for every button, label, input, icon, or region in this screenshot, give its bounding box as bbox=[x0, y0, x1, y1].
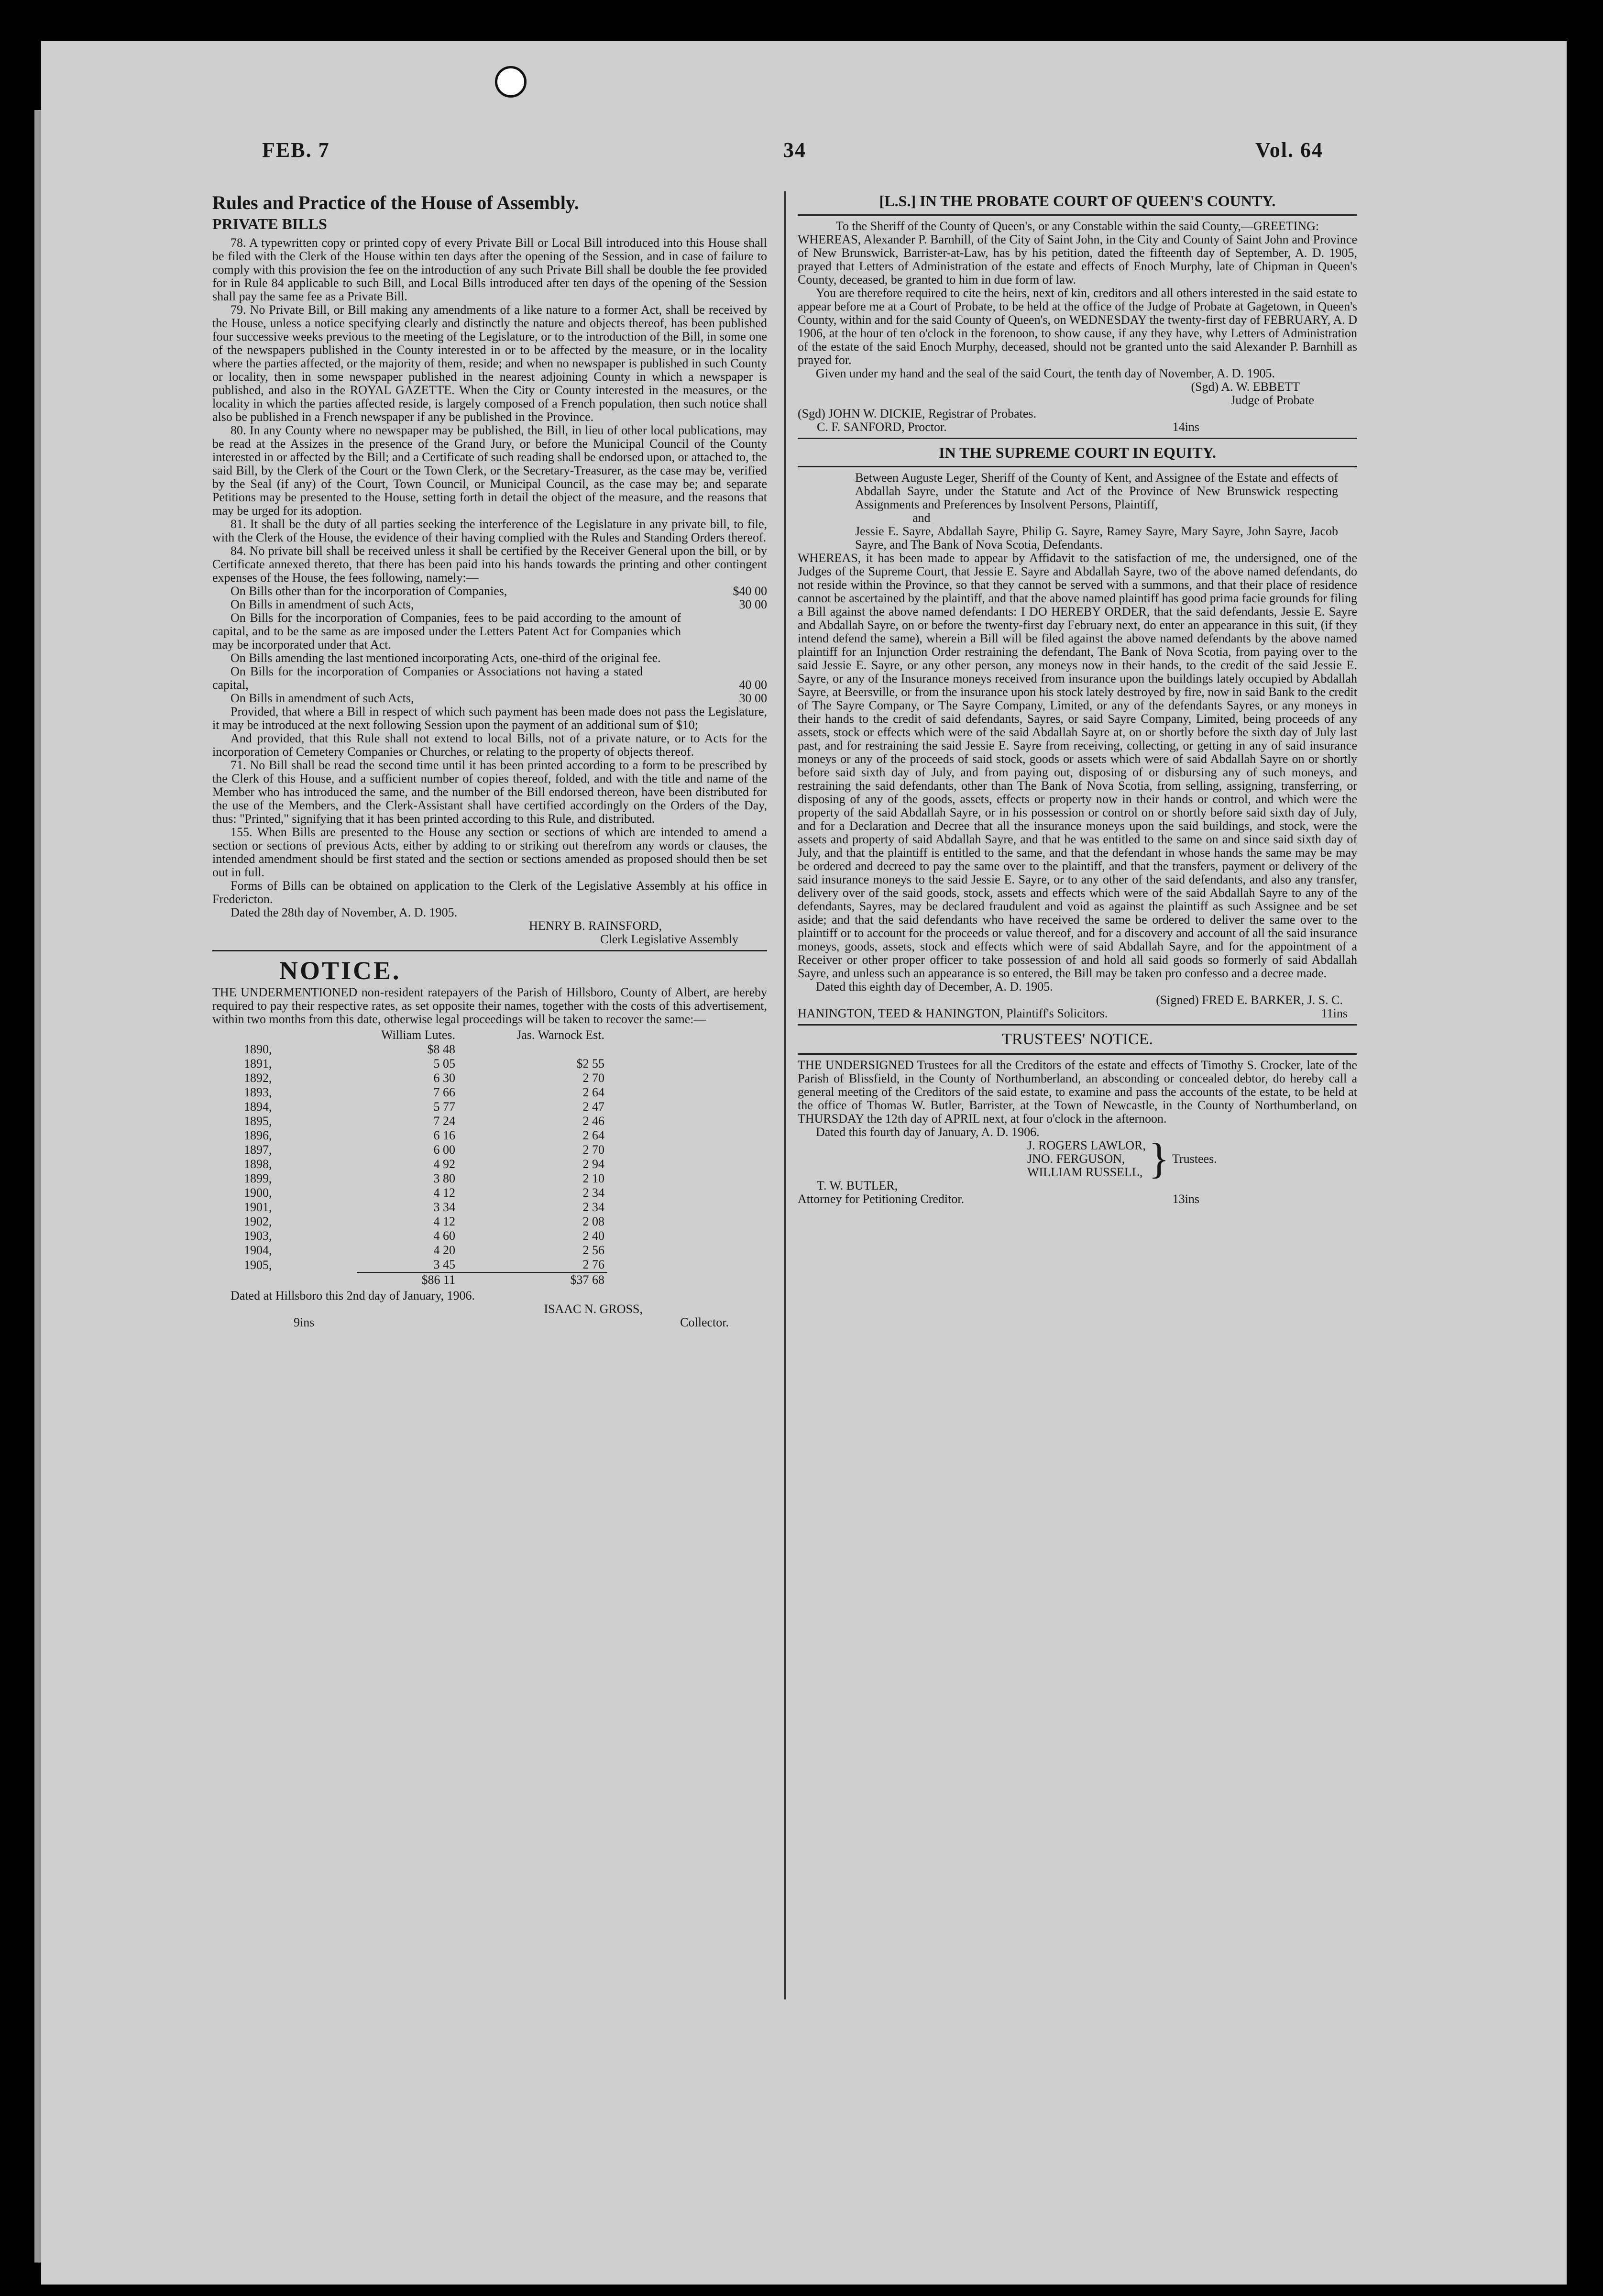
year-cell: 1899, bbox=[244, 1171, 272, 1185]
rates-row bbox=[241, 1057, 607, 1071]
clerk-name: HENRY B. RAINSFORD, bbox=[529, 919, 662, 933]
probate-judge-signature: (Sgd) A. W. EBBETT bbox=[1191, 380, 1300, 394]
rates-table bbox=[241, 1028, 607, 1287]
year-cell: 1890, bbox=[244, 1042, 272, 1056]
year-cell: 1900, bbox=[244, 1186, 272, 1200]
warnock-value: 2 08 bbox=[582, 1214, 604, 1228]
rates-row bbox=[241, 1100, 607, 1114]
fee-value: 40 00 bbox=[739, 678, 767, 692]
warnock-value: 2 70 bbox=[582, 1071, 604, 1085]
equity-and: and bbox=[912, 511, 931, 525]
rates-row bbox=[241, 1258, 607, 1272]
equity-between: Between Auguste Leger, Sheriff of the County of Kent, and Assignee of the Estate and effects of Abdallah Sayre, under the Statute and Act of the Province of New Brunswick respecting Assignments and Preferences by Insolvent Persons, Plaintiff, bbox=[855, 471, 1338, 511]
fee-value: $40 00 bbox=[733, 584, 767, 598]
year-cell: 1893, bbox=[244, 1085, 272, 1099]
rates-row bbox=[241, 1114, 607, 1128]
rule-71: 71. No Bill shall be read the second time until it has been printed according to a form to be prescribed by the Clerk of this House, and a sufficient number of copies thereof, folded, and with the title and name of the Member who has introduced the same, and the number of the Bill endorsed thereon, have been distributed for the use of the Members, and the Clerk-Assistant shall have certified accordingly on the Orders of the Day, thus: "Printed," signifying that it has been printed according to this Rule, and distributed. bbox=[212, 758, 767, 826]
warnock-value: 2 76 bbox=[582, 1258, 604, 1271]
rates-row bbox=[241, 1243, 607, 1258]
collector-name: ISAAC N. GROSS, bbox=[544, 1302, 643, 1316]
fee-label: On Bills other than for the incorporation of Companies, bbox=[231, 584, 507, 598]
lutes-value: 6 16 bbox=[433, 1128, 455, 1142]
rates-row bbox=[241, 1186, 607, 1200]
probate-given: Given under my hand and the seal of the said Court, the tenth day of November, A. D. 1905. bbox=[816, 366, 1275, 380]
proviso: Provided, that where a Bill in respect of which such payment has been made does not pass the Legislature, it may be introduced at the next following Session upon the payment of an additional sum of $10; bbox=[212, 705, 767, 732]
trustees-label: Trustees. bbox=[1172, 1152, 1217, 1166]
year-cell: 1897, bbox=[244, 1143, 272, 1157]
warnock-value: 2 46 bbox=[582, 1114, 604, 1128]
lutes-value: 5 77 bbox=[433, 1100, 455, 1114]
rates-row bbox=[241, 1200, 607, 1214]
header-volume: Vol. 64 bbox=[1255, 138, 1323, 162]
warnock-value: 2 10 bbox=[582, 1171, 604, 1185]
fee-value: 30 00 bbox=[739, 691, 767, 705]
equity-dated: Dated this eighth day of December, A. D. 1905. bbox=[816, 980, 1053, 993]
warnock-value: 2 64 bbox=[582, 1128, 604, 1142]
rule-81: 81. It shall be the duty of all parties seeking the interference of the Legislature in any private bill, to file, with the Clerk of the House, the evidence of their having complied with the Rules and Standing Orders thereof. bbox=[212, 517, 767, 544]
year-cell: 1901, bbox=[244, 1200, 272, 1214]
rates-total-row bbox=[241, 1272, 607, 1287]
warnock-value: 2 56 bbox=[582, 1243, 604, 1257]
fee-label: On Bills in amendment of such Acts, bbox=[231, 597, 414, 611]
trustees-body: THE UNDERSIGNED Trustees for all the Creditors of the estate and effects of Timothy S. Crocker, late of the Parish of Blissfield, in the County of Northumberland, an absconding or concealed debtor, do hereby call a general meeting of the Creditors of the said estate, to examine and pass the accounts of the estate, to be held at the office of Thomas W. Butler, Barrister, at the Town of Newcastle, in the County of Northumberland, on THURSDAY the 12th day of APRIL next, at four o'clock in the afternoon. bbox=[798, 1058, 1357, 1126]
rule-80: 80. In any County where no newspaper may be published, the Bill, in lieu of other local publications, may be read at the Assizes in the presence of the Grand Jury, or before the Municipal Council of the County interested in or affected by the Bill; and a Certificate of such reading shall be endorsed upon, or attached to, the said Bill, by the Clerk of the Court or the Town Clerk, or the Secretary-Treasurer, as the case may be, verified by the Seal (if any) of the Court, Town Council, or Municipal Council, as the case may be; and separate Petitions may be presented to the House, setting forth in detail the object of the measure, and the reasons that may be urged for its adoption. bbox=[212, 423, 767, 518]
lutes-value: 4 12 bbox=[433, 1214, 455, 1228]
rule-79: 79. No Private Bill, or Bill making any amendments of a like nature to a former Act, shall be received by the House, unless a notice specifying clearly and distinctly the nature and objects thereof, has been published four successive weeks previous to the meeting of the Legislature, or to the introduction of the Bill, in some one of the newspapers published in the County interested in or to be affected by the measure, or in the locality where the parties affected, or the majority of them, reside; and when no newspaper is published in such County or locality, then in some newspaper published in the nearest adjoining County in which a newspaper is published, and also in the ROYAL GAZETTE. When the City or County interested in the measures, or the locality in which the parties affected reside, is largely composed of a French population, then such notice shall also be published in a French newspaper if any be published in the Province. bbox=[212, 303, 767, 424]
rates-row bbox=[241, 1071, 607, 1085]
clerk-title: Clerk Legislative Assembly bbox=[600, 932, 738, 946]
lutes-value: 4 60 bbox=[433, 1229, 455, 1243]
proviso: And provided, that this Rule shall not extend to local Bills, not of a private nature, or to Acts for the incorporation of Cemetery Companies or Churches, or relating to the property of objects thereof. bbox=[212, 731, 767, 759]
trustees-title: TRUSTEES' NOTICE. bbox=[1002, 1030, 1153, 1048]
lutes-value: 4 20 bbox=[433, 1243, 455, 1257]
fee-row bbox=[212, 598, 767, 611]
lutes-value: 3 45 bbox=[433, 1258, 455, 1271]
trustees-signatures bbox=[1027, 1135, 1357, 1182]
rules-title: Rules and Practice of the House of Assembly. bbox=[212, 192, 579, 213]
fee-row bbox=[212, 665, 767, 692]
fee-row bbox=[212, 692, 767, 705]
rates-row bbox=[241, 1042, 607, 1057]
warnock-value: 2 34 bbox=[582, 1200, 604, 1214]
rules-dated: Dated the 28th day of November, A. D. 1905. bbox=[231, 905, 458, 919]
attorney-name: T. W. BUTLER, bbox=[817, 1179, 898, 1192]
lutes-value: 6 00 bbox=[433, 1143, 455, 1157]
header-date: FEB. 7 bbox=[262, 138, 330, 162]
rule-78: 78. A typewritten copy or printed copy of every Private Bill or Local Bill introduced into this House shall be filed with the Clerk of the House within ten days after the opening of the Session, and in case of failure to comply with this provision the fee on the introduction of any such Private Bill shall be double the fee provided for in Rule 84 applicable to such Bill, and Local Bills introduced after ten days of the opening of the Session shall pay the same fee as a Private Bill. bbox=[212, 236, 767, 303]
collector-row bbox=[212, 1316, 767, 1329]
rules-subtitle: PRIVATE BILLS bbox=[212, 215, 327, 232]
fee-label: On Bills in amendment of such Acts, bbox=[231, 691, 414, 705]
lutes-value: $8 48 bbox=[427, 1042, 455, 1056]
warnock-value: $2 55 bbox=[576, 1057, 604, 1071]
column-header: William Lutes. bbox=[381, 1028, 455, 1042]
fee-row bbox=[212, 585, 767, 598]
rates-row bbox=[241, 1171, 607, 1186]
year-cell: 1895, bbox=[244, 1114, 272, 1128]
notice-title: NOTICE. bbox=[279, 956, 401, 985]
lutes-value: 6 30 bbox=[433, 1071, 455, 1085]
rates-row bbox=[241, 1214, 607, 1229]
fee-paragraph: On Bills amending the last mentioned incorporating Acts, one-third of the original fee. bbox=[231, 651, 661, 665]
attorney-row bbox=[798, 1192, 1357, 1206]
year-cell: 1903, bbox=[244, 1229, 272, 1243]
equity-solicitors: HANINGTON, TEED & HANINGTON, Plaintiff's Solicitors. bbox=[798, 1006, 1108, 1020]
section-divider bbox=[798, 1024, 1357, 1026]
section-divider bbox=[798, 466, 1357, 467]
total-value: $86 11 bbox=[357, 1272, 458, 1287]
section-divider bbox=[798, 1053, 1357, 1055]
equity-title: IN THE SUPREME COURT IN EQUITY. bbox=[939, 444, 1216, 461]
notice-dated: Dated at Hillsboro this 2nd day of January, 1906. bbox=[231, 1289, 475, 1303]
warnock-value bbox=[458, 1042, 607, 1057]
trustee-name: WILLIAM RUSSELL, bbox=[1027, 1165, 1143, 1179]
equity-defendants: Jessie E. Sayre, Abdallah Sayre, Philip G. Sayre, Ramey Sayre, Mary Sayre, John Sayre, Jacob Sayre, and The Bank of Nova Scotia, Defendants. bbox=[855, 524, 1338, 552]
lutes-value: 5 05 bbox=[433, 1057, 455, 1071]
rates-body bbox=[241, 1042, 607, 1272]
equity-order: WHEREAS, it has been made to appear by Affidavit to the satisfaction of me, the undersigned, one of the Judges of the Supreme Court, that Jessie E. Sayre and Abdallah Sayre, two of the above named defendants, do not reside within the Province, so that they cannot be served with a summons, and that their place of residence cannot be ascertained by the plaintiff, and that the above named plaintiff has good prima facie grounds for filing a Bill against the above named defendants: I DO HEREBY ORDER, that the said defendants, Jessie E. Sayre and Abdallah Sayre, on or before the twenty-first day February next, do enter an appearance in this suit, (if they intend defend the same), wherein a Bill will be filed against the above named defendants by the above named plaintiff for an Injunction Order restraining the defendant, The Bank of Nova Scotia, from paying over to the said Jessie E. Sayre, or any other person, any moneys now in their hands, to the credit of the said Jessie E. Sayre, or any of the Insurance moneys received from insurance upon the buildings lately occupied by Abdallah Sayre, at Beersville, or from the insurance upon his stock lately destroyed by fire, now in said Bank to the credit of The Sayre Company, or The Sayre Company, Limited, or any of the defendants Sayres, or any moneys in their hands to the credit of said defendants, Sayres, or said Sayre Company, Limited, being proceeds of any assets, stock or effects which were of the said Abdallah Sayre at, on or shortly before the sixth day of July last past, and for restraining the said Jessie E. Sayre from receiving, collecting, or getting in any of said insurance moneys or any of the proceeds of said stock, goods or assets which were of said Abdallah Sayre on or shortly before said sixth day of July, and from paying out, disposing of or disbursing any of such moneys, and restraining the said defendants, other than The Bank of Nova Scotia, from selling, assigning, transferring, or disposing of any of the goods, assets, effects or property now in their hands or control, and which were the property of the said Abdallah Sayre, or in his possession or control on or shortly before said sixth day of July, and for a Declaration and Decree that all the insurance moneys upon the said buildings, and stock, were the assets and property of said Abdallah Sayre, and that he was entitled to the same on and since said sixth day of July, and that the plaintiff is entitled to the same, and that the defendant in whose hands the same may be may be ordered and decreed to pay the same over to the plaintiff, and that the transfers, payment or delivery of the said insurance moneys to the said Jessie E. Sayre, or to any other of the said defendants, and also any transfer, delivery over of the said goods, stock, assets and effects which were of the said Abdallah Sayre to any of the defendants, Sayres, may be declared fraudulent and void as against the plaintiff as such Assignee and be set aside; and that the said defendants who have received the same be ordered to deliver the same over to the plaintiff or to account for the proceeds or value thereof, and for a discovery and account of all the said insurance moneys, goods, assets, stock and effects which were of said Abdallah Sayre, and for the appointment of a Receiver or other proper officer to take possession of and hold all said goods so formerly of said Abdallah Sayre, and unless such an appearance is so entered, the Bill may be taken pro confesso and a decree made. bbox=[798, 551, 1357, 980]
year-cell: 1905, bbox=[244, 1258, 272, 1272]
notice-text: THE UNDERMENTIONED non-resident ratepayers of the Parish of Hillsboro, County of Albert, are hereby required to pay their respective rates, as set opposite their names, together with the costs of this advertisement, within two months from this date, otherwise legal proceedings will be taken to recover the same:— bbox=[212, 985, 767, 1026]
brace-icon: } bbox=[1148, 1135, 1170, 1182]
lutes-value: 3 80 bbox=[433, 1171, 455, 1185]
warnock-value: 2 70 bbox=[582, 1143, 604, 1157]
header-page-number: 34 bbox=[783, 138, 806, 162]
year-cell: 1902, bbox=[244, 1214, 272, 1228]
punch-hole bbox=[495, 66, 527, 98]
section-divider bbox=[798, 438, 1357, 439]
probate-proctor: C. F. SANFORD, Proctor. bbox=[817, 420, 947, 434]
probate-citation: You are therefore required to cite the heirs, next of kin, creditors and all others interested in the said estate to appear before me at a Court of Probate, to be held at the office of the Judge of Probate at Gagetown, in Queen's County, within and for the said County of Queen's, on WEDNESDAY the twenty-first day of FEBRUARY, A. D 1906, at the hour of ten o'clock in the forenoon, to show cause, if any they have, why Letters of Administration of the estate of the said Enoch Murphy, deceased, should not be granted unto the said Alexander P. Barnhill as prayed for. bbox=[798, 286, 1357, 367]
trustees-dated: Dated this fourth day of January, A. D. 1906. bbox=[816, 1125, 1040, 1139]
lutes-value: 3 34 bbox=[433, 1200, 455, 1214]
warnock-value: 2 40 bbox=[582, 1229, 604, 1243]
column-header: Jas. Warnock Est. bbox=[516, 1028, 604, 1042]
rates-row bbox=[241, 1128, 607, 1143]
probate-title: [L.S.] IN THE PROBATE COURT OF QUEEN'S COUNTY. bbox=[879, 192, 1276, 210]
probate-proctor-row bbox=[798, 420, 1357, 434]
rates-row bbox=[241, 1085, 607, 1100]
section-divider bbox=[212, 950, 767, 951]
attorney-title: Attorney for Petitioning Creditor. bbox=[798, 1192, 965, 1206]
total-value: $37 68 bbox=[458, 1272, 607, 1287]
lutes-value: 4 12 bbox=[433, 1186, 455, 1200]
section-divider bbox=[798, 214, 1357, 216]
right-column bbox=[798, 191, 1357, 1206]
insertion-count: 14ins bbox=[1172, 420, 1199, 434]
warnock-value: 2 34 bbox=[582, 1186, 604, 1200]
rates-row bbox=[241, 1229, 607, 1243]
lutes-value: 4 92 bbox=[433, 1157, 455, 1171]
fee-paragraph: On Bills for the incorporation of Companies, fees to be paid according to the amount of capital, and to be the same as are imposed under the Letters Patent Act for Companies which may be incorporated under that Act. bbox=[212, 611, 681, 651]
column-divider bbox=[784, 191, 786, 1999]
insertion-count: 9ins bbox=[294, 1315, 315, 1329]
rates-row bbox=[241, 1143, 607, 1157]
insertion-count: 13ins bbox=[1172, 1192, 1199, 1206]
rule-155: 155. When Bills are presented to the House any section or sections of which are intended to amend a section or sections of previous Acts, either by adding to or striking out therefrom any words or clauses, the intended amendment should be first stated and the section or sections amended as proposed should then be set out in full. bbox=[212, 825, 767, 879]
fee-value: 30 00 bbox=[739, 597, 767, 611]
forms-note: Forms of Bills can be obtained on application to the Clerk of the Legislative Assembly at his office in Fredericton. bbox=[212, 879, 767, 906]
rates-header-row bbox=[241, 1028, 607, 1042]
year-cell: 1904, bbox=[244, 1243, 272, 1257]
insertion-count: 11ins bbox=[1321, 1006, 1348, 1020]
equity-solicitors-row bbox=[798, 1007, 1357, 1020]
year-cell: 1891, bbox=[244, 1057, 272, 1071]
warnock-value: 2 94 bbox=[582, 1157, 604, 1171]
trustee-name: J. ROGERS LAWLOR, bbox=[1027, 1138, 1146, 1152]
collector-title: Collector. bbox=[680, 1315, 729, 1329]
probate-registrar: (Sgd) JOHN W. DICKIE, Registrar of Probates. bbox=[798, 407, 1037, 420]
rates-row bbox=[241, 1157, 607, 1171]
warnock-value: 2 47 bbox=[582, 1100, 604, 1114]
year-cell: 1892, bbox=[244, 1071, 272, 1085]
year-cell: 1898, bbox=[244, 1157, 272, 1171]
equity-judge-signature: (Signed) FRED E. BARKER, J. S. C. bbox=[1156, 993, 1343, 1007]
probate-whereas: WHEREAS, Alexander P. Barnhill, of the City of Saint John, in the City and County of Saint John and Province of New Brunswick, Barrister-at-Law, has by his petition, dated the fifteenth day of September, A. D. 1905, prayed that Letters of Administration of the estate and effects of Enoch Murphy, late of Chipman in Queen's County, deceased, be granted to him in due form of law. bbox=[798, 232, 1357, 287]
probate-judge-title: Judge of Probate bbox=[1230, 393, 1314, 407]
lutes-value: 7 66 bbox=[433, 1085, 455, 1099]
fee-label: On Bills for the incorporation of Companies or Associations not having a stated capital, bbox=[212, 664, 643, 692]
left-column bbox=[212, 191, 767, 1329]
year-cell: 1894, bbox=[244, 1100, 272, 1114]
trustee-list bbox=[1027, 1139, 1146, 1179]
rule-84: 84. No private bill shall be received unless it shall be certified by the Receiver General upon the bill, or by Certificate annexed thereto, that there has been paid into his hands towards the printing and other contingent expenses of the House, the fees following, namely:— bbox=[212, 544, 767, 585]
year-cell: 1896, bbox=[244, 1128, 272, 1142]
trustee-name: JNO. FERGUSON, bbox=[1027, 1152, 1125, 1166]
warnock-value: 2 64 bbox=[582, 1085, 604, 1099]
probate-address: To the Sheriff of the County of Queen's, or any Constable within the said County,—GREETING: bbox=[835, 219, 1319, 233]
lutes-value: 7 24 bbox=[433, 1114, 455, 1128]
